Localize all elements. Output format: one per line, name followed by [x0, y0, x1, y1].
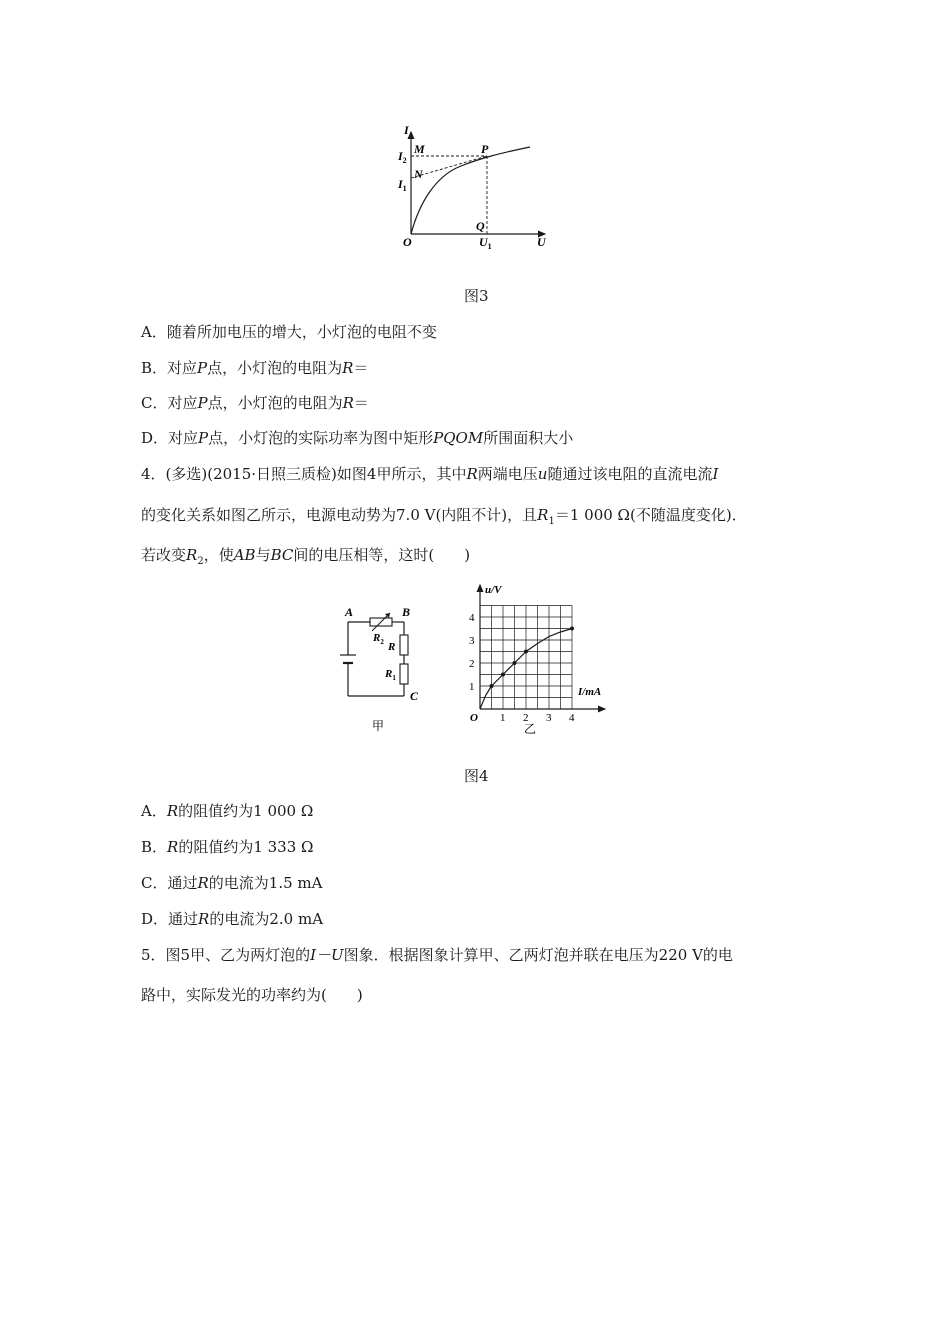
- q5-stem-line-2: 路中，实际发光的功率约为( ): [141, 986, 363, 1004]
- y-axis-label: u/V: [485, 584, 502, 596]
- resistor-r1: [400, 664, 408, 684]
- q4-option-c: C．通过R的电流为1.5 mA: [141, 874, 323, 892]
- q4-stem-line-1: 4．(多选)(2015·日照三质检)如图4甲所示，其中R两端电压u随通过该电阻的直流电流I: [141, 465, 719, 483]
- figure-3-caption: 图3: [464, 287, 489, 305]
- resistor-r1-label: $R_1$: [385, 668, 396, 682]
- q3-option-c: C．对应P点，小灯泡的电阻为R＝: [141, 394, 369, 412]
- label-origin: O: [403, 235, 412, 249]
- label-n: N: [414, 167, 423, 181]
- label-i-axis: I: [404, 123, 409, 137]
- node-b-label: B: [402, 605, 411, 619]
- data-point: [513, 661, 517, 665]
- label-p: P: [481, 142, 489, 156]
- x-tick-label: 1: [500, 712, 506, 724]
- iu-curve: [411, 147, 530, 234]
- label-i2: $I_2$: [398, 149, 407, 165]
- resistor-r2-label: $R_2$: [373, 632, 384, 646]
- label-q: Q: [476, 219, 485, 233]
- circuit-caption: 甲: [372, 719, 385, 733]
- data-point: [490, 684, 494, 688]
- y-tick-label: 3: [469, 635, 475, 647]
- label-m: M: [414, 142, 425, 156]
- q5-stem-line-1: 5．图5甲、乙为两灯泡的I－U图象．根据图象计算甲、乙两灯泡并联在电压为220 V的电: [141, 946, 733, 964]
- data-point: [524, 650, 528, 654]
- data-point: [570, 627, 574, 631]
- node-c-label: C: [410, 689, 419, 703]
- node-a-label: A: [345, 605, 354, 619]
- q4-stem-line-3: 若改变$R_2$，使AB与BC间的电压相等，这时( ): [141, 546, 471, 567]
- label-u1: $U_1$: [479, 235, 492, 251]
- figure-4-graph: [460, 580, 620, 740]
- q3-option-a: A．随着所加电压的增大，小灯泡的电阻不变: [141, 323, 437, 341]
- q4-option-d: D．通过R的电流为2.0 mA: [141, 910, 324, 928]
- figure-3-graph: [395, 122, 565, 252]
- figure-4-circuit: [330, 600, 440, 740]
- x-tick-label: 2: [523, 712, 529, 724]
- origin-label: O: [470, 712, 478, 724]
- y-tick-label: 2: [469, 658, 475, 670]
- resistor-r-label: R: [388, 641, 396, 653]
- x-tick-label: 3: [546, 712, 552, 724]
- label-i1: $I_1$: [398, 177, 407, 193]
- q3-option-d: D．对应P点，小灯泡的实际功率为图中矩形PQOM所围面积大小: [141, 429, 574, 447]
- q4-option-b: B．R的阻值约为1 333 Ω: [141, 838, 314, 856]
- q4-option-a: A．R的阻值约为1 000 Ω: [141, 802, 314, 820]
- y-tick-label: 1: [469, 681, 475, 693]
- graph-caption: 乙: [524, 722, 537, 736]
- x-tick-label: 4: [569, 712, 575, 724]
- x-axis-label: I/mA: [578, 686, 602, 698]
- figure-4-caption: 图4: [464, 767, 489, 785]
- label-u-axis: U: [537, 235, 546, 249]
- data-point: [501, 673, 505, 677]
- resistor-r: [400, 635, 408, 655]
- y-tick-label: 4: [469, 612, 475, 624]
- q4-stem-line-2: 的变化关系如图乙所示，电源电动势为7.0 V(内阻不计)，且$R_1=1$ 000 Ω(不随温度变化)．: [141, 506, 747, 527]
- q3-option-b: B．对应P点，小灯泡的电阻为R＝: [141, 359, 369, 377]
